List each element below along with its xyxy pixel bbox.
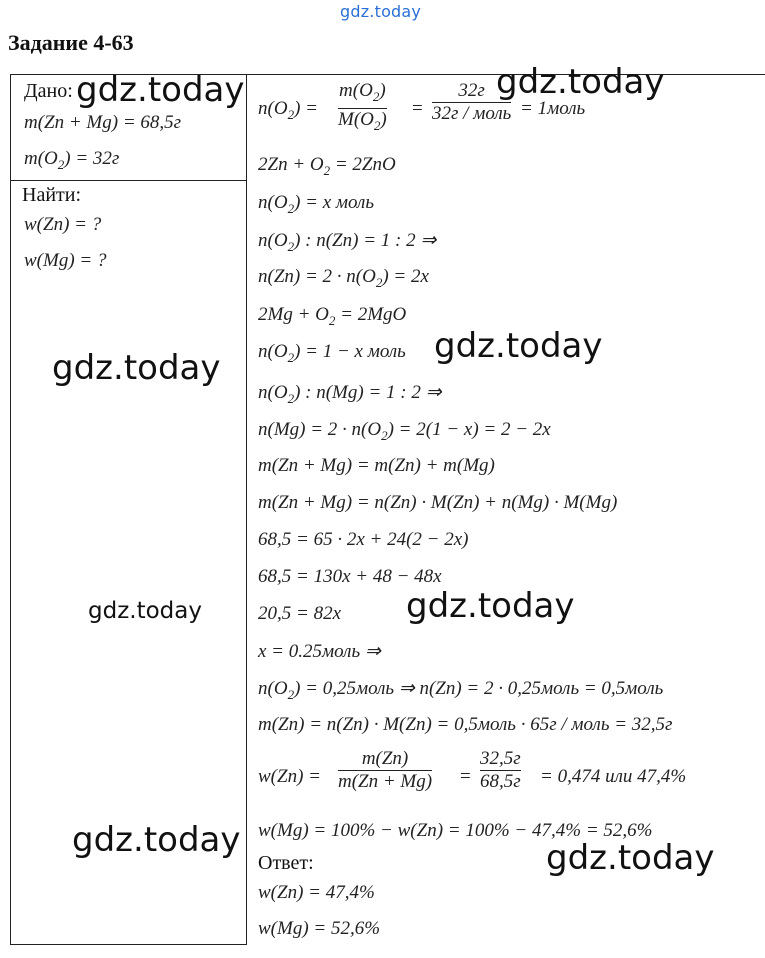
solution-line-4: $n(O_2)$ : n(Zn) = 1 : 2 ⇒	[258, 230, 437, 254]
find-heading: Найти:	[22, 184, 82, 206]
solution-line-14: 20,5 = 82x	[258, 603, 342, 624]
solution-line-18-lhs: w(Zn) =	[258, 766, 321, 787]
solution-line-1-lhs: $n(O_2)$ =	[258, 98, 318, 122]
solution-line-9: $n(Mg) = 2 \cdot n(O_2) = 2(1 - x) = 2 - 2x$	[258, 419, 551, 443]
solution-line-16: $n(O_2)$ = 0,25моль ⇒ n(Zn) = 2 · 0,25моль = 0,5моль	[258, 678, 664, 702]
answer-heading: Ответ:	[258, 852, 314, 874]
solution-line-2: $2Zn + O_2 = 2ZnO$	[258, 154, 396, 178]
solution-line-12: 68,5 = 65 · 2x + 24(2 − 2x)	[258, 529, 469, 550]
watermark: gdz.today	[546, 838, 715, 878]
solution-line-6: $2Mg + O_2 = 2MgO$	[258, 304, 407, 328]
solution-line-11: m(Zn + Mg) = n(Zn) · M(Zn) + n(Mg) · M(Mg)	[258, 492, 618, 513]
answer-w-zn: w(Zn) = 47,4%	[258, 882, 375, 903]
watermark: gdz.today	[52, 348, 221, 388]
solution-line-1-fraction-2: 32г 32г / моль	[432, 80, 512, 124]
solution-line-1-fraction-1: $m(O_2)$ $M(O_2)$	[338, 80, 387, 133]
solution-line-10: m(Zn + Mg) = m(Zn) + m(Mg)	[258, 455, 495, 476]
solution-line-18-fraction-1: m(Zn) m(Zn + Mg)	[338, 748, 433, 792]
given-mixture-mass: m(Zn + Mg) = 68,5г	[24, 112, 182, 133]
solution-line-17: m(Zn) = n(Zn) · M(Zn) = 0,5моль · 65г / моль = 32,5г	[258, 714, 673, 735]
watermark: gdz.today	[406, 586, 575, 626]
table-divider	[246, 74, 247, 945]
solution-line-15: x = 0.25моль ⇒	[258, 641, 381, 662]
watermark: gdz.today	[434, 326, 603, 366]
solution-line-13: 68,5 = 130x + 48 − 48x	[258, 566, 442, 587]
solution-line-18-eq: =	[460, 766, 471, 787]
solution-line-1-result: = 1моль	[520, 98, 586, 119]
solution-line-18-result: = 0,474 или 47,4%	[540, 766, 687, 787]
solution-line-7: $n(O_2) = 1 - x$ моль	[258, 341, 406, 365]
given-find-separator	[10, 180, 246, 181]
answer-w-mg: w(Mg) = 52,6%	[258, 918, 381, 939]
solution-line-1-eq: =	[412, 98, 423, 119]
watermark: gdz.today	[72, 820, 241, 860]
solution-line-8: $n(O_2)$ : n(Mg) = 1 : 2 ⇒	[258, 382, 442, 406]
solution-line-19: w(Mg) = 100% − w(Zn) = 100% − 47,4% = 52,6%	[258, 820, 653, 841]
find-w-zn: w(Zn) = ?	[24, 214, 102, 235]
task-title: Задание 4-63	[8, 30, 134, 55]
given-oxygen-mass: $m(O_2) = 32г$	[24, 148, 120, 172]
site-label[interactable]: gdz.today	[340, 2, 422, 21]
watermark: gdz.today	[88, 598, 202, 624]
solution-line-5: $n(Zn) = 2 \cdot n(O_2) = 2x$	[258, 266, 429, 290]
solution-line-3: $n(O_2) = x$ моль	[258, 192, 374, 216]
find-w-mg: w(Mg) = ?	[24, 250, 107, 271]
watermark: gdz.today	[76, 70, 245, 110]
watermark: gdz.today	[496, 62, 665, 102]
table-bottom-border	[10, 944, 246, 945]
table-left-border	[10, 74, 11, 945]
solution-line-18-fraction-2: 32,5г 68,5г	[480, 748, 521, 792]
given-heading: Дано:	[24, 80, 73, 102]
